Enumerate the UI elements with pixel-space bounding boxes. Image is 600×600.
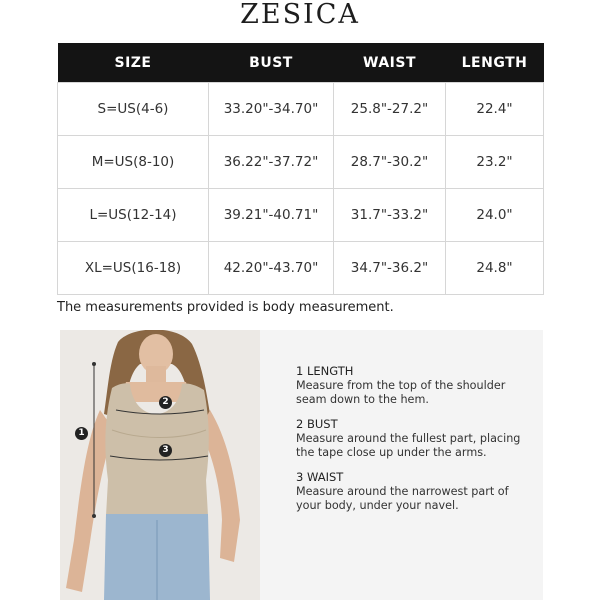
guide-item-length	[296, 364, 536, 407]
cell-length: 24.0"	[446, 189, 544, 242]
cell-waist: 28.7"-30.2"	[334, 136, 446, 189]
size-chart-table	[57, 43, 544, 295]
guide-line: Measure around the fullest part, placing	[296, 432, 521, 445]
header-length: LENGTH	[446, 43, 544, 83]
marker-length: 1	[75, 427, 88, 440]
header-size: SIZE	[58, 43, 209, 83]
cell-bust: 42.20"-43.70"	[209, 242, 334, 295]
table-row	[58, 189, 544, 242]
header-bust: BUST	[209, 43, 334, 83]
guide-title: 2 BUST	[296, 417, 338, 431]
table-header-row	[58, 43, 544, 83]
guide-line: the tape close up under the arms.	[296, 446, 487, 459]
guide-title: 3 WAIST	[296, 470, 344, 484]
cell-bust: 36.22"-37.72"	[209, 136, 334, 189]
table-row	[58, 83, 544, 136]
cell-length: 23.2"	[446, 136, 544, 189]
measurement-note: The measurements provided is body measurement.	[57, 300, 394, 315]
measurement-guide-panel	[60, 330, 543, 600]
cell-size: XL=US(16-18)	[58, 242, 209, 295]
cell-waist: 25.8"-27.2"	[334, 83, 446, 136]
cell-waist: 34.7"-36.2"	[334, 242, 446, 295]
table-row	[58, 136, 544, 189]
cell-length: 22.4"	[446, 83, 544, 136]
cell-bust: 33.20"-34.70"	[209, 83, 334, 136]
model-illustration	[60, 330, 260, 600]
model-photo	[60, 330, 260, 600]
measurement-instructions	[296, 364, 536, 523]
guide-title: 1 LENGTH	[296, 364, 354, 378]
cell-bust: 39.21"-40.71"	[209, 189, 334, 242]
cell-size: S=US(4-6)	[58, 83, 209, 136]
cell-size: L=US(12-14)	[58, 189, 209, 242]
marker-bust: 2	[159, 396, 172, 409]
guide-line: Measure from the top of the shoulder	[296, 379, 506, 392]
cell-length: 24.8"	[446, 242, 544, 295]
cell-waist: 31.7"-33.2"	[334, 189, 446, 242]
guide-line: your body, under your navel.	[296, 499, 459, 512]
guide-line: Measure around the narrowest part of	[296, 485, 509, 498]
guide-item-waist	[296, 470, 536, 513]
guide-item-bust	[296, 417, 536, 460]
marker-waist: 3	[159, 444, 172, 457]
brand-logo: ZESICA	[240, 0, 360, 30]
cell-size: M=US(8-10)	[58, 136, 209, 189]
table-row	[58, 242, 544, 295]
guide-line: seam down to the hem.	[296, 393, 429, 406]
header-waist: WAIST	[334, 43, 446, 83]
